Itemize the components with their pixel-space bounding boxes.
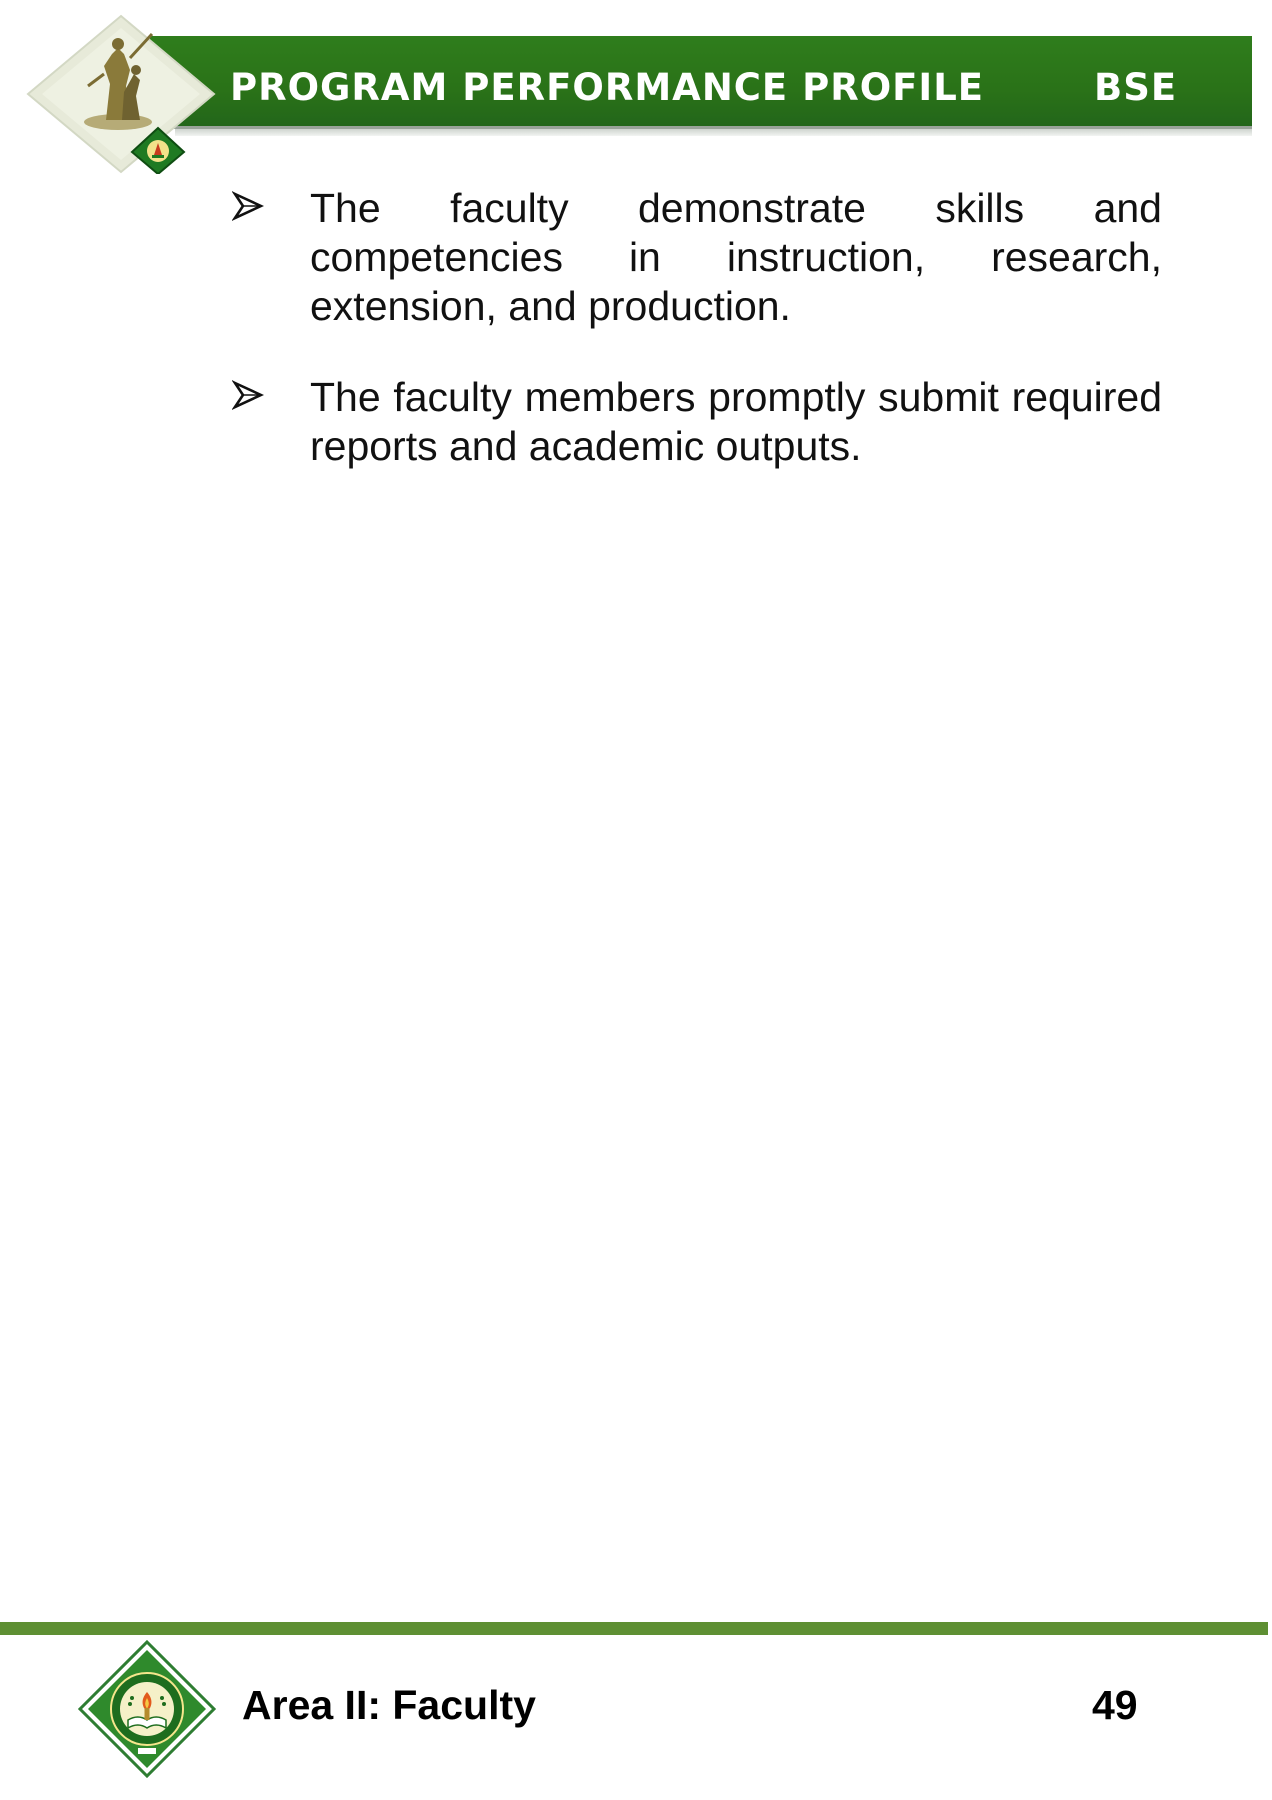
bullet-text: The faculty demonstrate skills and competencies in instruction, research, extension, and production. [310, 185, 1162, 329]
content-body [232, 184, 1162, 513]
program-code: BSE [1094, 66, 1178, 109]
arrowhead-bullet-icon [232, 379, 264, 411]
footer-rule [0, 1622, 1268, 1635]
footer-area-label: Area II: Faculty [242, 1682, 536, 1728]
arrowhead-bullet-icon [232, 190, 264, 222]
statue-emblem-icon [26, 14, 216, 174]
university-seal-icon [78, 1640, 216, 1778]
bullet-item [232, 184, 1162, 331]
bullet-item [232, 373, 1162, 471]
page-number: 49 [1092, 1682, 1138, 1728]
bullet-text: The faculty members promptly submit required reports and academic outputs. [310, 374, 1162, 469]
header-title: PROGRAM PERFORMANCE PROFILE [230, 66, 985, 109]
